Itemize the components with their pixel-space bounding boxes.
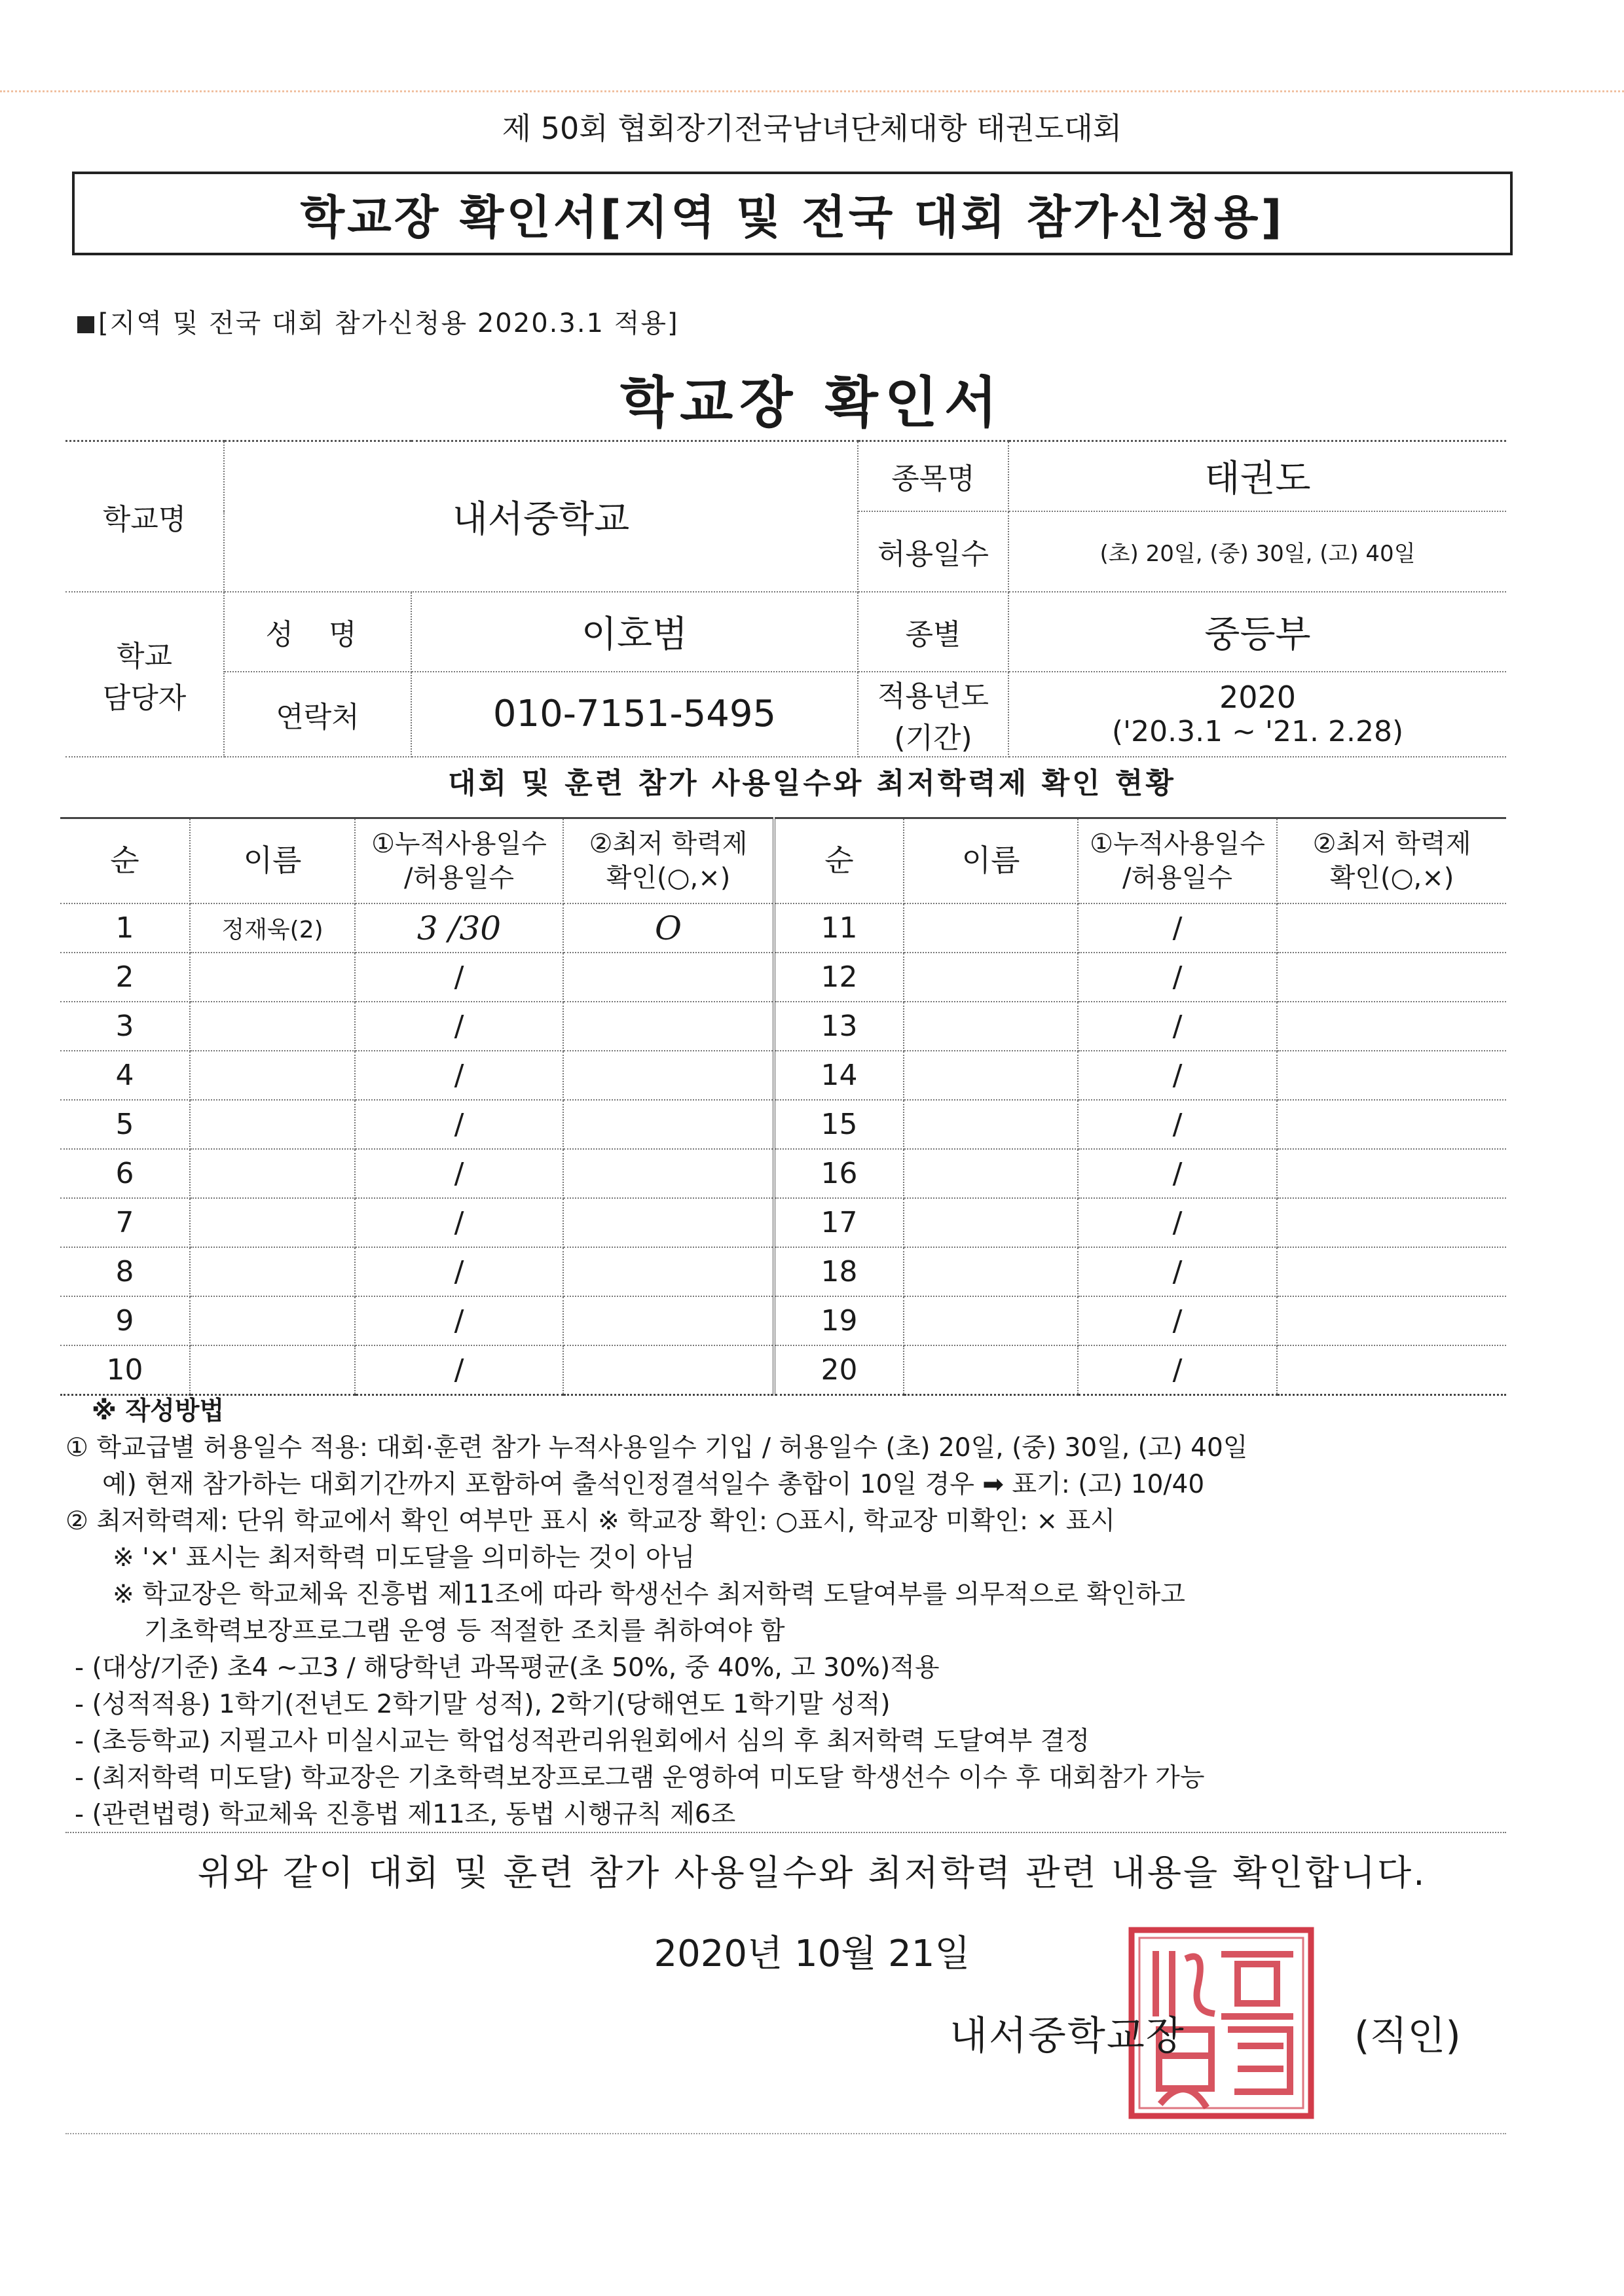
row-name-right [904,1051,1078,1100]
row-days: / [355,1051,563,1100]
header-days-right [1078,818,1277,904]
name-value: 이호범 [411,592,858,672]
table-row [60,1002,1506,1051]
seal-label: (직인) [1354,2013,1461,2059]
row-seq-right: 12 [774,953,904,1002]
row-days: 3 /30 [355,903,563,953]
header-min-right [1277,818,1506,904]
row-days: / [355,1247,563,1296]
instructions-line-3: ② 최저학력제: 단위 학교에서 확인 여부만 표시 ※ 학교장 확인: ○표시, 학교장 미확인: × 표시 [65,1506,1115,1536]
row-check-right [1277,1198,1506,1247]
row-check-right [1277,1149,1506,1198]
row-days: / [355,1149,563,1198]
table-row [60,1149,1506,1198]
sub-note-text: [지역 및 전국 대회 참가신청용 2020.3.1 적용] [98,308,679,338]
row-days-right: / [1078,1002,1277,1051]
row-seq: 9 [60,1296,190,1345]
instructions-line-10: - (최저학력 미도달) 학교장은 기초학력보장프로그램 운영하여 미도달 학생선수 이수 후 대회참가 가능 [75,1763,1205,1793]
school-name: 내서중학교 [224,441,858,592]
square-bullet-icon [77,316,94,333]
row-name-right [904,1296,1078,1345]
separator-line [65,1832,1506,1833]
instructions-line-1: ① 학교급별 허용일수 적용: 대회·훈련 참가 누적사용일수 기입 / 허용일수 (초) 20일, (중) 30일, (고) 40일 [65,1433,1248,1463]
row-name-right [904,1149,1078,1198]
row-name [190,1100,355,1149]
row-name-right [904,953,1078,1002]
row-seq-right: 15 [774,1100,904,1149]
row-seq: 3 [60,1002,190,1051]
row-check-right [1277,1051,1506,1100]
row-check [563,1100,774,1149]
event-value: 태권도 [1008,441,1506,511]
info-table [65,440,1506,757]
row-days-right: / [1078,1198,1277,1247]
row-check-right [1277,1247,1506,1296]
allowed-label: 허용일수 [858,511,1008,592]
division-value: 중등부 [1008,592,1506,672]
row-check [563,1051,774,1100]
instructions-line-4: ※ '×' 표시는 최저학력 미도달을 의미하는 것이 아님 [113,1543,695,1573]
row-seq: 6 [60,1149,190,1198]
table-row [60,1198,1506,1247]
roster-table [60,817,1506,1396]
header-min-right-line2: 확인(○,×) [1329,863,1454,893]
row-name-right [904,1198,1078,1247]
row-days-right: / [1078,1100,1277,1149]
row-seq-right: 11 [774,903,904,953]
row-seq-right: 14 [774,1051,904,1100]
table-row [60,1051,1506,1100]
row-days-right: / [1078,1051,1277,1100]
row-name-right [904,903,1078,953]
header-seq-right: 순 [774,818,904,904]
year-label [858,672,1008,757]
row-seq-right: 16 [774,1149,904,1198]
row-seq: 7 [60,1198,190,1247]
header-name-right: 이름 [904,818,1078,904]
contact-label: 연락처 [224,672,411,757]
row-check-right [1277,953,1506,1002]
confirm-text: 위와 같이 대회 및 훈련 참가 사용일수와 최저학력 관련 내용을 확인합니다. [197,1852,1427,1893]
header-min [563,818,774,904]
table-row [60,1100,1506,1149]
row-check-right [1277,1002,1506,1051]
row-name [190,1296,355,1345]
date: 2020년 10월 21일 [654,1933,970,1975]
row-seq-right: 17 [774,1198,904,1247]
manager-label [65,592,224,757]
row-seq: 4 [60,1051,190,1100]
row-days-right: / [1078,953,1277,1002]
row-name [190,1051,355,1100]
row-seq-right: 20 [774,1345,904,1395]
table-row [60,1296,1506,1345]
year-label-line1: 적용년도 [877,679,989,713]
row-check-right [1277,1345,1506,1395]
row-check [563,1296,774,1345]
row-seq: 5 [60,1100,190,1149]
row-name: 정재욱(2) [190,903,355,953]
header-days-right-line1: ①누적사용일수 [1090,829,1265,859]
manager-label-line2: 담당자 [102,681,187,715]
row-seq: 8 [60,1247,190,1296]
school-label: 학교명 [65,441,224,592]
row-days-right: / [1078,903,1277,953]
row-name [190,1149,355,1198]
row-seq-right: 19 [774,1296,904,1345]
allowed-value: (초) 20일, (중) 30일, (고) 40일 [1008,511,1506,592]
instructions-line-7: - (대상/기준) 초4 ~고3 / 해당학년 과목평균(초 50%, 중 40%, 고 30%)적용 [75,1653,940,1683]
sub-note [77,302,679,340]
row-name [190,1198,355,1247]
row-days-right: / [1078,1345,1277,1395]
row-days-right: / [1078,1149,1277,1198]
table-row [60,903,1506,953]
header-days-right-line2: /허용일수 [1122,863,1233,893]
row-check [563,953,774,1002]
instructions-line-9: - (초등학교) 지필고사 미실시교는 학업성적관리위원회에서 심의 후 최저학력 도달여부 결정 [75,1726,1090,1756]
header-min-right-line1: ②최저 학력제 [1312,829,1471,859]
instructions [65,1393,1506,1833]
row-seq: 10 [60,1345,190,1395]
row-seq-right: 18 [774,1247,904,1296]
row-days-right: / [1078,1247,1277,1296]
box-title: 학교장 확인서[지역 및 전국 대회 참가신청용] [72,172,1513,255]
header-days [355,818,563,904]
contact-value: 010-7151-5495 [411,672,858,757]
top-dotted-line [0,90,1624,92]
header-name: 이름 [190,818,355,904]
row-name [190,1345,355,1395]
table-row [60,1345,1506,1395]
header-min-line2: 확인(○,×) [606,863,731,893]
row-check: O [563,903,774,953]
row-name [190,953,355,1002]
row-check [563,1149,774,1198]
year-value-cell [1008,672,1506,757]
instructions-line-5: ※ 학교장은 학교체육 진흥법 제11조에 따라 학생선수 최저학력 도달여부를 의무적으로 확인하고 [113,1580,1185,1609]
row-name-right [904,1002,1078,1051]
division-label: 종별 [858,592,1008,672]
row-check-right [1277,1100,1506,1149]
year-value: 2020 [1219,680,1297,715]
row-days-right: / [1078,1296,1277,1345]
instructions-line-6: 기초학력보장프로그램 운영 등 적절한 조치를 취하여야 함 [144,1616,785,1646]
header-min-line1: ②최저 학력제 [589,829,748,859]
row-check [563,1002,774,1051]
row-name [190,1002,355,1051]
row-name-right [904,1100,1078,1149]
contest-name: 제 50회 협회장기전국남녀단체대항 태권도대회 [502,111,1122,146]
row-seq-right: 13 [774,1002,904,1051]
row-seq: 2 [60,953,190,1002]
row-days: / [355,1296,563,1345]
row-name [190,1247,355,1296]
manager-label-line1: 학교 [116,639,172,673]
table-row [60,1247,1506,1296]
roster-body [60,903,1506,1395]
row-name-right [904,1345,1078,1395]
signer-school: 내서중학교장 [950,2013,1185,2059]
row-days: / [355,1345,563,1395]
bottom-dotted-line [65,2133,1506,2134]
row-seq: 1 [60,903,190,953]
instructions-line-11: - (관련법령) 학교체육 진흥법 제11조, 동법 시행규칙 제6조 [75,1800,736,1829]
row-check [563,1198,774,1247]
row-days: / [355,1100,563,1149]
table-row [60,953,1506,1002]
row-days: / [355,953,563,1002]
row-check-right [1277,903,1506,953]
period-value: ('20.3.1 ~ '21. 2.28) [1111,715,1404,748]
row-check [563,1345,774,1395]
header-days-line1: ①누적사용일수 [371,829,547,859]
section-title: 대회 및 훈련 참가 사용일수와 최저학력제 확인 현황 [448,767,1176,800]
main-title: 학교장 확인서 [619,371,1005,435]
year-label-line2: (기간) [894,721,972,755]
row-check-right [1277,1296,1506,1345]
instructions-line-2: 예) 현재 참가하는 대회기간까지 포함하여 출석인정결석일수 총합이 10일 경우 ➡ 표기: (고) 10/40 [102,1470,1205,1499]
header-seq: 순 [60,818,190,904]
instructions-title: ※ 작성방법 [92,1396,225,1426]
event-label: 종목명 [858,441,1008,511]
header-days-line2: /허용일수 [403,863,515,893]
row-days: / [355,1002,563,1051]
row-name-right [904,1247,1078,1296]
row-days: / [355,1198,563,1247]
instructions-line-8: - (성적적용) 1학기(전년도 2학기말 성적), 2학기(당해연도 1학기말 성적) [75,1690,891,1719]
name-label: 성 명 [224,592,411,672]
row-check [563,1247,774,1296]
